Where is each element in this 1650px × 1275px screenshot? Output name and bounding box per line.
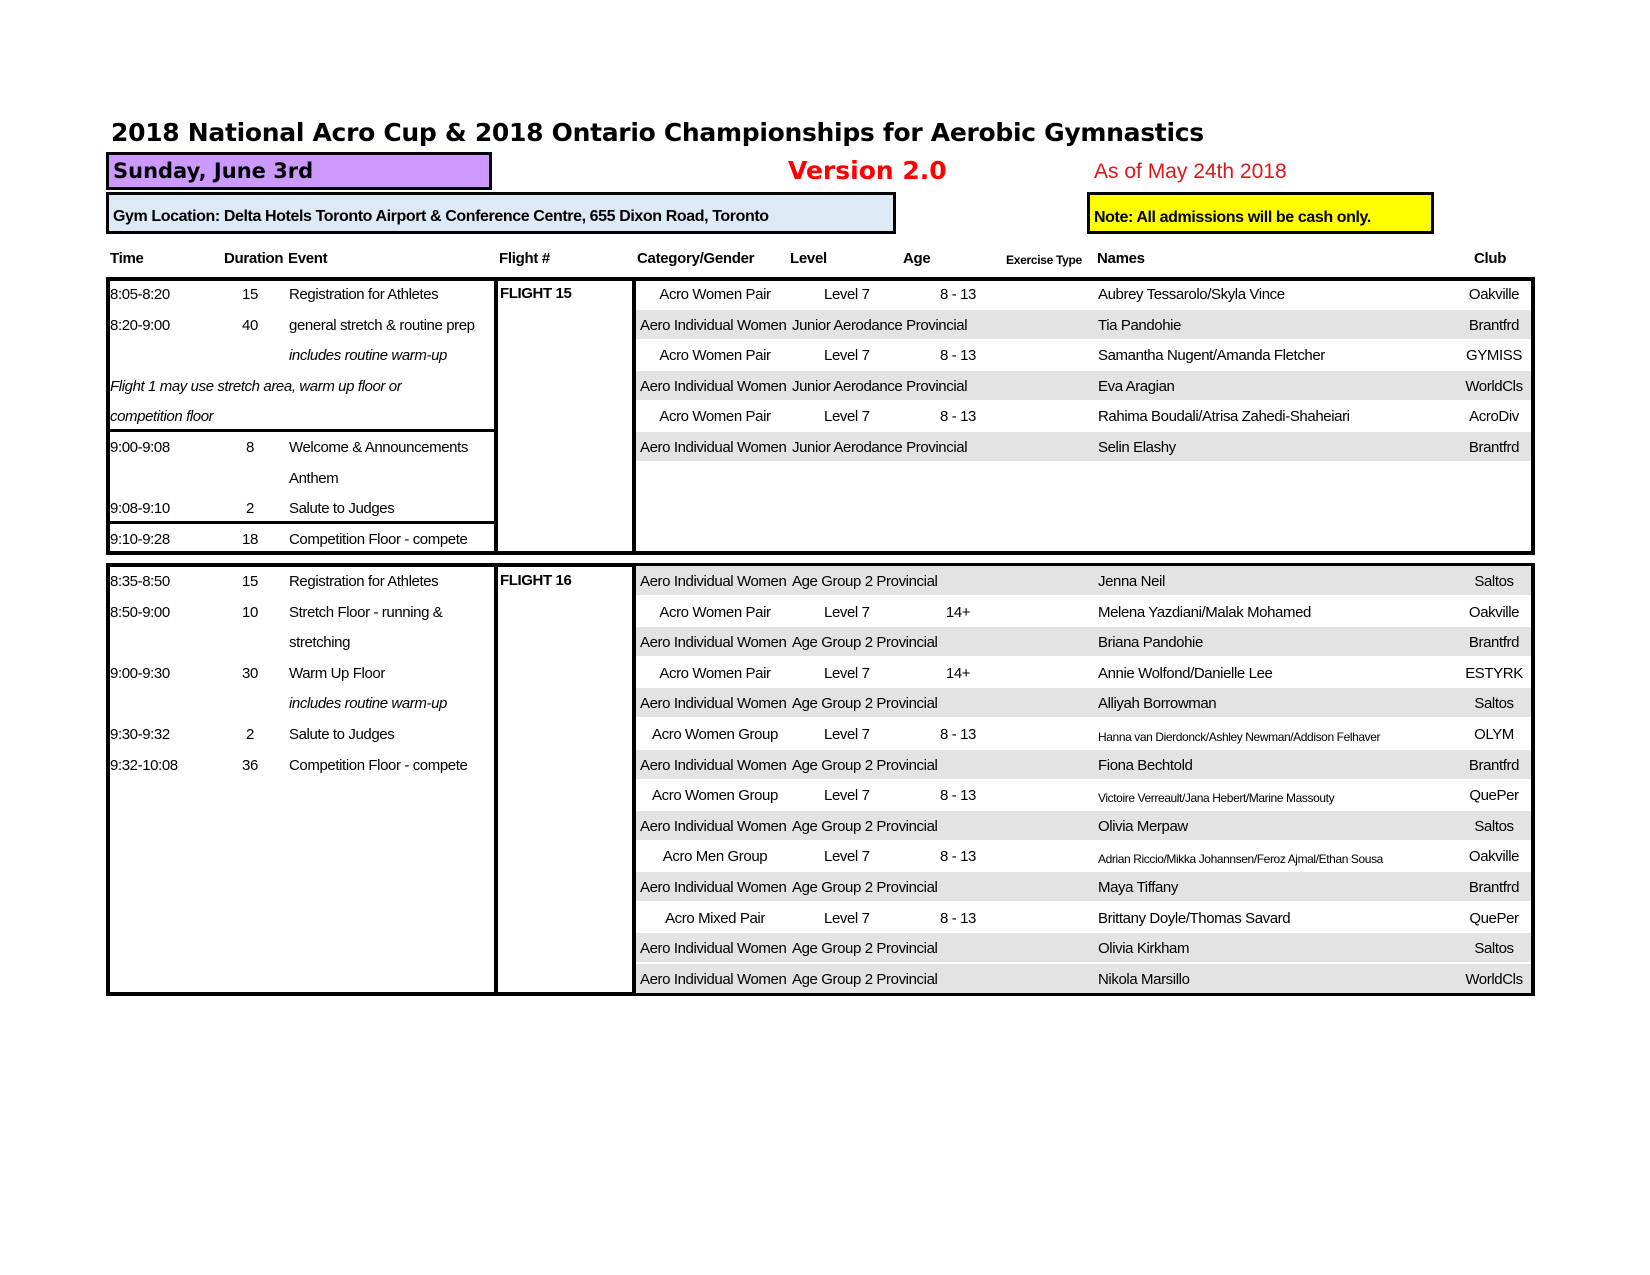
athlete-category: Aero Individual Women (640, 756, 787, 774)
schedule-duration: 18 (242, 530, 258, 548)
athlete-names: Aubrey Tessarolo/Skyla Vince (1098, 286, 1285, 303)
athlete-level: Age Group 2 Provincial (792, 940, 938, 958)
athlete-club: AcroDiv (1469, 408, 1519, 426)
athlete-category: Acro Mixed Pair (665, 909, 765, 927)
athlete-level: Age Group 2 Provincial (792, 573, 938, 590)
schedule-time: 9:30-9:32 (110, 726, 170, 743)
col-flight: Flight # (499, 250, 550, 267)
athlete-club: OLYM (1474, 726, 1514, 743)
athlete-category: Acro Women Pair (659, 603, 771, 621)
schedule-event: Competition Floor - compete (289, 530, 468, 548)
athlete-category: Aero Individual Women (640, 940, 787, 958)
col-duration: Duration (224, 250, 284, 267)
athlete-age: 8 - 13 (940, 347, 976, 365)
athlete-names: Maya Tiffany (1098, 879, 1178, 896)
schedule-event: Competition Floor - compete (289, 756, 468, 774)
athlete-level: Level 7 (824, 603, 870, 621)
athlete-names: Hanna van Dierdonck/Ashley Newman/Addison Felhaver (1098, 730, 1381, 744)
athlete-club: WorldCls (1465, 970, 1523, 988)
schedule-note: Flight 1 may use stretch area, warm up floor or (110, 377, 402, 395)
athlete-club: ESTYRK (1465, 664, 1523, 682)
athlete-names: Samantha Nugent/Amanda Fletcher (1098, 347, 1325, 365)
athlete-names: Rahima Boudali/Atrisa Zahedi-Shaheiari (1098, 408, 1350, 426)
athlete-names: Selin Elashy (1098, 439, 1176, 456)
athlete-club: Brantfrd (1468, 756, 1520, 774)
athlete-level: Age Group 2 Provincial (792, 695, 938, 713)
schedule-event: Salute to Judges (289, 500, 395, 518)
athlete-club: Saltos (1474, 940, 1514, 958)
athlete-club: Saltos (1474, 695, 1514, 713)
athlete-level: Level 7 (824, 787, 870, 805)
schedule-event: Registration for Athletes (289, 573, 439, 590)
gym-location: Gym Location: Delta Hotels Toronto Airport & Conference Centre, 655 Dixon Road, Toronto (106, 192, 896, 234)
athlete-category: Aero Individual Women (640, 634, 787, 652)
col-category: Category/Gender (637, 250, 755, 267)
athlete-names: Tia Pandohie (1098, 316, 1182, 334)
athlete-level: Level 7 (824, 664, 870, 682)
athlete-level: Level 7 (824, 726, 870, 743)
athlete-club: Brantfrd (1468, 879, 1520, 896)
athlete-names: Melena Yazdiani/Malak Mohamed (1098, 603, 1311, 621)
schedule-duration: 2 (246, 726, 254, 743)
athlete-level: Age Group 2 Provincial (792, 634, 938, 652)
athlete-category: Aero Individual Women (640, 573, 787, 590)
athlete-names: Brittany Doyle/Thomas Savard (1098, 909, 1291, 927)
athlete-age: 14+ (945, 603, 971, 621)
athlete-club: Oakville (1468, 848, 1520, 866)
athlete-category: Aero Individual Women (640, 316, 787, 334)
col-club: Club (1474, 250, 1507, 267)
schedule-duration: 8 (246, 439, 254, 456)
athlete-names: Alliyah Borrowman (1098, 695, 1217, 713)
schedule-duration: 40 (242, 316, 258, 334)
athlete-level: Age Group 2 Provincial (792, 970, 938, 988)
schedule-time: 8:20-9:00 (110, 316, 170, 334)
athlete-category: Aero Individual Women (640, 817, 787, 835)
athlete-age: 8 - 13 (940, 909, 976, 927)
athlete-names: Nikola Marsillo (1098, 970, 1190, 988)
athlete-age: 8 - 13 (940, 286, 976, 303)
schedule-event: includes routine warm-up (289, 347, 447, 365)
schedule-duration: 15 (242, 573, 258, 590)
athlete-club: GYMISS (1466, 347, 1522, 365)
version-label: Version 2.0 (788, 156, 947, 185)
schedule-event: Registration for Athletes (289, 286, 439, 303)
athlete-category: Acro Women Group (652, 726, 778, 743)
divider (106, 429, 496, 432)
schedule-time: 8:50-9:00 (110, 603, 170, 621)
athlete-club: Oakville (1468, 286, 1520, 303)
athlete-category: Aero Individual Women (640, 695, 787, 713)
athlete-names: Annie Wolfond/Danielle Lee (1098, 664, 1273, 682)
athlete-age: 8 - 13 (940, 787, 976, 805)
athlete-level: Age Group 2 Provincial (792, 879, 938, 896)
schedule-time: 9:08-9:10 (110, 500, 170, 518)
day-label: Sunday, June 3rd (106, 152, 492, 190)
athlete-names: Briana Pandohie (1098, 634, 1203, 652)
divider (494, 563, 498, 996)
athlete-club: QuePer (1469, 909, 1519, 927)
schedule-event: Warm Up Floor (289, 664, 385, 682)
athlete-club: Brantfrd (1468, 634, 1520, 652)
athlete-category: Aero Individual Women (640, 377, 787, 395)
col-event: Event (288, 250, 328, 267)
schedule-event: Salute to Judges (289, 726, 395, 743)
athlete-level: Age Group 2 Provincial (792, 756, 938, 774)
athlete-names: Victoire Verreault/Jana Hebert/Marine Massouty (1098, 791, 1335, 806)
athlete-level: Junior Aerodance Provincial (792, 439, 968, 456)
flight16-label: FLIGHT 16 (500, 572, 572, 589)
as-of-date: As of May 24th 2018 (1094, 160, 1287, 183)
athlete-age: 8 - 13 (940, 848, 976, 866)
athlete-level: Level 7 (824, 408, 870, 426)
schedule-duration: 2 (246, 500, 254, 518)
schedule-time: 8:35-8:50 (110, 573, 170, 590)
schedule-event: includes routine warm-up (289, 695, 447, 713)
schedule-event: Welcome & Announcements (289, 439, 468, 456)
athlete-category: Acro Women Group (652, 787, 778, 805)
athlete-club: QuePer (1469, 787, 1519, 805)
admission-note: Note: All admissions will be cash only. (1087, 192, 1434, 234)
athlete-names: Olivia Merpaw (1098, 817, 1188, 835)
athlete-level: Junior Aerodance Provincial (792, 377, 968, 395)
athlete-level: Age Group 2 Provincial (792, 817, 938, 835)
athlete-level: Level 7 (824, 286, 870, 303)
athlete-names: Adrian Riccio/Mikka Johannsen/Feroz Ajmal/Ethan Sousa (1098, 852, 1383, 867)
col-names: Names (1097, 250, 1145, 267)
athlete-category: Aero Individual Women (640, 879, 787, 896)
col-level: Level (790, 250, 827, 267)
schedule-time: 9:00-9:30 (110, 664, 170, 682)
athlete-category: Aero Individual Women (640, 439, 787, 456)
schedule-duration: 30 (242, 664, 258, 682)
athlete-level: Level 7 (824, 347, 870, 365)
athlete-level: Junior Aerodance Provincial (792, 316, 968, 334)
athlete-names: Jenna Neil (1098, 573, 1165, 590)
athlete-age: 8 - 13 (940, 726, 976, 743)
flight15-label: FLIGHT 15 (500, 285, 572, 302)
schedule-time: 9:00-9:08 (110, 439, 170, 456)
athlete-club: Brantfrd (1468, 439, 1520, 456)
col-time: Time (110, 250, 144, 267)
schedule-note: competition floor (110, 408, 214, 426)
divider (106, 521, 496, 524)
athlete-level: Level 7 (824, 848, 870, 866)
athlete-category: Acro Men Group (662, 848, 768, 866)
divider (494, 277, 498, 555)
schedule-time: 8:05-8:20 (110, 286, 170, 303)
athlete-names: Eva Aragian (1098, 377, 1175, 395)
col-exercise-type: Exercise Type (1006, 253, 1082, 267)
athlete-category: Acro Women Pair (659, 408, 771, 426)
athlete-category: Acro Women Pair (659, 347, 771, 365)
schedule-time: 9:10-9:28 (110, 530, 170, 548)
athlete-level: Level 7 (824, 909, 870, 927)
schedule-duration: 10 (242, 603, 258, 621)
schedule-event: general stretch & routine prep (289, 316, 475, 334)
col-age: Age (903, 250, 931, 267)
schedule-event: Anthem (289, 469, 339, 487)
athlete-category: Aero Individual Women (640, 970, 787, 988)
athlete-category: Acro Women Pair (659, 286, 771, 303)
athlete-club: Oakville (1468, 603, 1520, 621)
schedule-event: Stretch Floor - running & (289, 603, 443, 621)
page-title: 2018 National Acro Cup & 2018 Ontario Championships for Aerobic Gymnastics (111, 118, 1204, 147)
schedule-duration: 15 (242, 286, 258, 303)
athlete-club: Saltos (1474, 573, 1514, 590)
athlete-names: Fiona Bechtold (1098, 756, 1193, 774)
athlete-club: Brantfrd (1468, 316, 1520, 334)
athlete-age: 14+ (945, 664, 971, 682)
athlete-category: Acro Women Pair (659, 664, 771, 682)
athlete-club: Saltos (1474, 817, 1514, 835)
athlete-age: 8 - 13 (940, 408, 976, 426)
athlete-club: WorldCls (1465, 377, 1523, 395)
schedule-duration: 36 (242, 756, 258, 774)
schedule-event: stretching (289, 634, 351, 652)
athlete-names: Olivia Kirkham (1098, 940, 1190, 958)
schedule-time: 9:32-10:08 (110, 756, 178, 774)
